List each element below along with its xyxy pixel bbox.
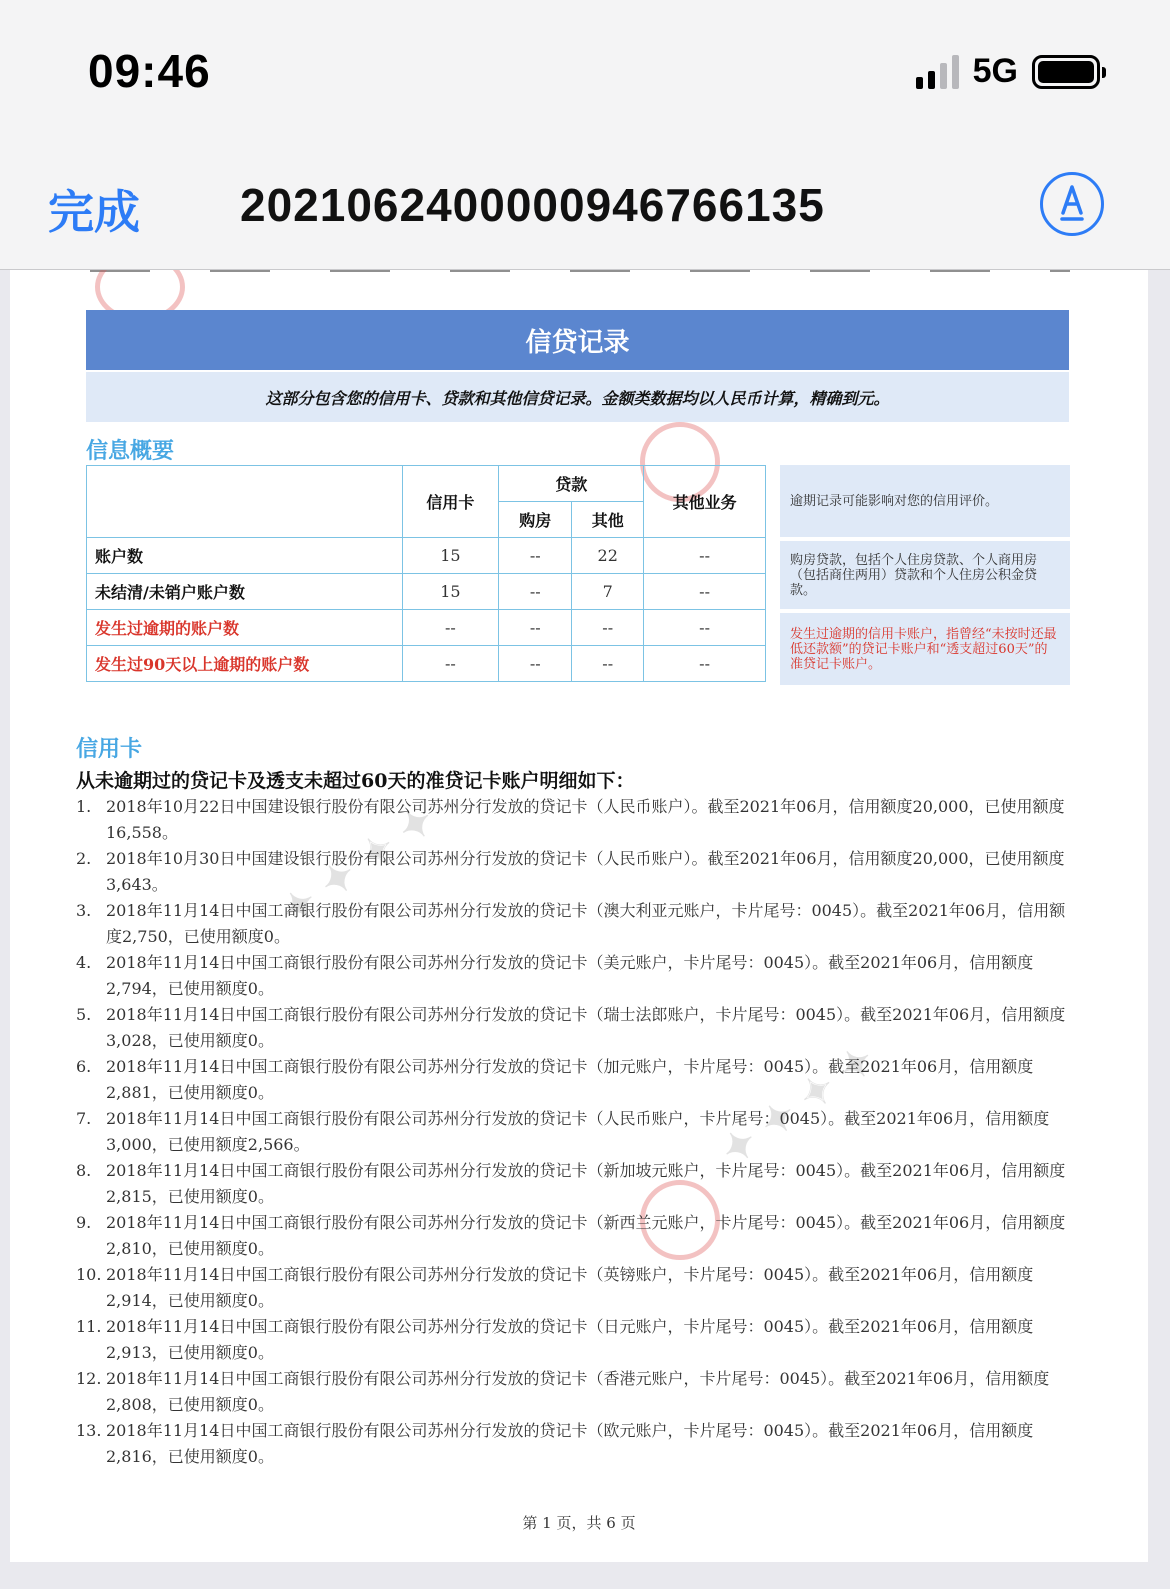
- page-number: 第 1 页，共 6 页: [522, 1514, 636, 1532]
- battery-icon: [1032, 55, 1100, 89]
- item-text: 2018年11月14日中国工商银行股份有限公司苏州分行发放的贷记卡（瑞士法郎账户，卡片尾号：0045）。截至2021年06月，信用额度3,028，已使用额度0。: [106, 1005, 1066, 1050]
- section-subbanner: 这部分包含您的信用卡、贷款和其他信贷记录。金额类数据均以人民币计算，精确到元。: [86, 372, 1069, 422]
- table-cell: --: [572, 646, 644, 682]
- summary-table: [86, 465, 766, 682]
- item-text: 2018年11月14日中国工商银行股份有限公司苏州分行发放的贷记卡（香港元账户，卡片尾号：0045）。截至2021年06月，信用额度2,808，已使用额度0。: [106, 1369, 1050, 1414]
- item-text: 2018年11月14日中国工商银行股份有限公司苏州分行发放的贷记卡（新加坡元账户，卡片尾号：0045）。截至2021年06月，信用额度2,815，已使用额度0。: [106, 1161, 1066, 1206]
- table-cell: --: [499, 574, 572, 610]
- row-label: 发生过逾期的账户数: [87, 610, 403, 646]
- item-number: 12.: [76, 1369, 102, 1388]
- markup-pen-icon[interactable]: [1040, 172, 1104, 236]
- table-corner: [87, 466, 403, 538]
- table-cell: --: [644, 538, 766, 574]
- item-text: 2018年11月14日中国工商银行股份有限公司苏州分行发放的贷记卡（日元账户，卡片尾号：0045）。截至2021年06月，信用额度2,913，已使用额度0。: [106, 1317, 1034, 1362]
- row-label: 账户数: [87, 538, 403, 574]
- list-item: [76, 1158, 1072, 1210]
- status-icons: [916, 52, 1100, 91]
- item-text: 2018年11月14日中国工商银行股份有限公司苏州分行发放的贷记卡（加元账户，卡片尾号：0045）。截至2021年06月，信用额度2,881，已使用额度0。: [106, 1057, 1034, 1102]
- table-cell: --: [644, 610, 766, 646]
- table-cell: 7: [572, 574, 644, 610]
- list-item: [76, 898, 1072, 950]
- header-loan: 贷款: [499, 466, 644, 502]
- table-cell: --: [499, 538, 572, 574]
- list-item: [76, 1106, 1072, 1158]
- list-item: [76, 1366, 1072, 1418]
- list-item: [76, 1418, 1072, 1470]
- credit-card-list: [76, 794, 1072, 1470]
- watermark: ✦ ✦ ✦ ✦: [712, 1035, 884, 1176]
- list-item: [76, 1002, 1072, 1054]
- item-number: 3.: [76, 901, 92, 920]
- signal-icon: [916, 55, 959, 89]
- list-item: [76, 950, 1072, 1002]
- item-number: 10.: [76, 1265, 102, 1284]
- table-cell: --: [402, 610, 499, 646]
- list-item: [76, 1054, 1072, 1106]
- item-number: 2.: [76, 849, 92, 868]
- item-text: 2018年11月14日中国工商银行股份有限公司苏州分行发放的贷记卡（人民币账户，卡片尾号：0045）。截至2021年06月，信用额度3,000，已使用额度2,566。: [106, 1109, 1050, 1154]
- item-number: 9.: [76, 1213, 92, 1232]
- table-cell: --: [499, 610, 572, 646]
- header-other-business: 其他业务: [644, 466, 766, 538]
- credit-card-title: 信用卡: [76, 736, 143, 762]
- overview-title: 信息概要: [86, 438, 175, 464]
- item-number: 7.: [76, 1109, 92, 1128]
- header-credit-card: 信用卡: [402, 466, 499, 538]
- item-number: 8.: [76, 1161, 92, 1180]
- note-house-loan: 购房贷款，包括个人住房贷款、个人商用房（包括商住两用）贷款和个人住房公积金贷款。: [780, 541, 1070, 609]
- table-row: [87, 574, 766, 610]
- document-title: 2021062400000946766135: [240, 179, 825, 231]
- table-cell: 22: [572, 538, 644, 574]
- table-cell: --: [644, 646, 766, 682]
- item-text: 2018年11月14日中国工商银行股份有限公司苏州分行发放的贷记卡（英镑账户，卡片尾号：0045）。截至2021年06月，信用额度2,914，已使用额度0。: [106, 1265, 1034, 1310]
- item-number: 1.: [76, 797, 92, 816]
- note-overdue-definition: 发生过逾期的信用卡账户，指曾经“未按时还最低还款额”的贷记卡账户和“透支超过60天”的准贷记卡账户。: [780, 613, 1070, 685]
- item-text: 2018年11月14日中国工商银行股份有限公司苏州分行发放的贷记卡（欧元账户，卡片尾号：0045）。截至2021年06月，信用额度2,816，已使用额度0。: [106, 1421, 1034, 1466]
- status-time: 09:46: [88, 45, 211, 97]
- row-label: 未结清/未销户账户数: [87, 574, 403, 610]
- header-loan-other: 其他: [572, 502, 644, 538]
- header-loan-house: 购房: [499, 502, 572, 538]
- table-cell: --: [402, 646, 499, 682]
- table-row: [87, 538, 766, 574]
- done-button[interactable]: 完成: [48, 185, 140, 239]
- top-bar: [0, 0, 1170, 270]
- table-cell: --: [499, 646, 572, 682]
- network-label: 5G: [972, 52, 1018, 90]
- list-item: [76, 794, 1072, 846]
- table-row: [87, 610, 766, 646]
- item-text: 2018年10月22日中国建设银行股份有限公司苏州分行发放的贷记卡（人民币账户）。截至2021年06月，信用额度20,000，已使用额度16,558。: [106, 797, 1065, 842]
- table-cell: --: [572, 610, 644, 646]
- item-text: 2018年11月14日中国工商银行股份有限公司苏州分行发放的贷记卡（美元账户，卡片尾号：0045）。截至2021年06月，信用额度2,794，已使用额度0。: [106, 953, 1034, 998]
- list-item: [76, 846, 1072, 898]
- table-cell: 15: [402, 574, 499, 610]
- section-banner: 信贷记录: [86, 310, 1069, 370]
- item-number: 4.: [76, 953, 92, 972]
- list-item: [76, 1314, 1072, 1366]
- list-item: [76, 1210, 1072, 1262]
- item-number: 13.: [76, 1421, 102, 1440]
- table-cell: 15: [402, 538, 499, 574]
- table-cell: --: [644, 574, 766, 610]
- watermark: ✦ ✦ ✦ ✦: [272, 795, 444, 936]
- item-text: 2018年10月30日中国建设银行股份有限公司苏州分行发放的贷记卡（人民币账户）。截至2021年06月，信用额度20,000，已使用额度3,643。: [106, 849, 1065, 894]
- table-row: [87, 646, 766, 682]
- item-text: 2018年11月14日中国工商银行股份有限公司苏州分行发放的贷记卡（新西兰元账户，卡片尾号：0045）。截至2021年06月，信用额度2,810，已使用额度0。: [106, 1213, 1066, 1258]
- item-number: 6.: [76, 1057, 92, 1076]
- credit-card-intro: 从未逾期过的贷记卡及透支未超过60天的准贷记卡账户明细如下：: [76, 770, 635, 792]
- document-page[interactable]: [10, 262, 1148, 1562]
- row-label: 发生过90天以上逾期的账户数: [87, 646, 403, 682]
- item-number: 11.: [76, 1317, 102, 1336]
- note-overdue: 逾期记录可能影响对您的信用评价。: [780, 465, 1070, 537]
- list-item: [76, 1262, 1072, 1314]
- item-text: 2018年11月14日中国工商银行股份有限公司苏州分行发放的贷记卡（澳大利亚元账户，卡片尾号：0045）。截至2021年06月，信用额度2,750，已使用额度0。: [106, 901, 1066, 946]
- item-number: 5.: [76, 1005, 92, 1024]
